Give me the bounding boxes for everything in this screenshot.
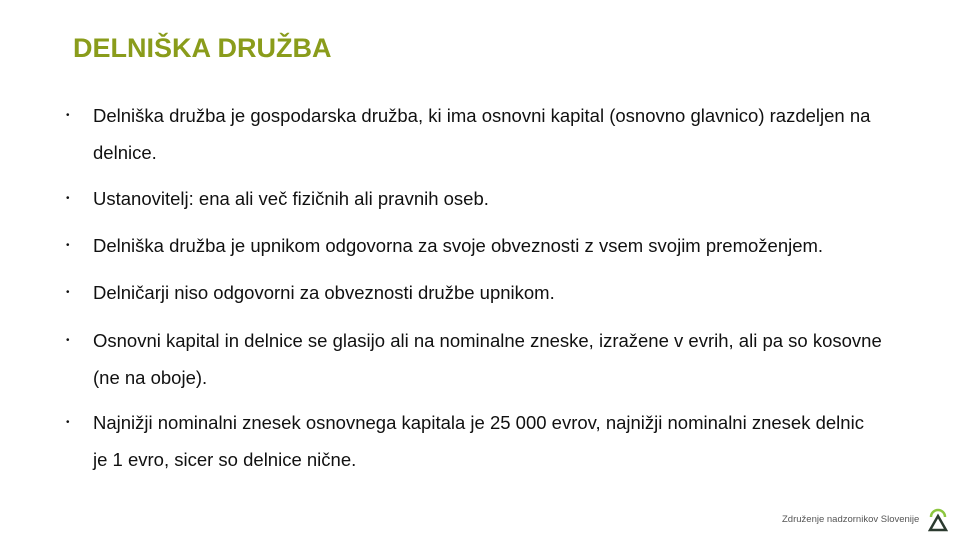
bullet-text: Delničarji niso odgovorni za obveznosti družbe upnikom. [93,282,555,303]
bullet-item [66,97,923,171]
bullet-text: Delniška družba je upnikom odgovorna za svoje obveznosti z vsem svojim premoženjem. [93,235,824,256]
organization-logo-icon [928,508,948,532]
footer-organization: Združenje nadzornikov Slovenije [782,514,920,525]
bullet-icon: • [66,287,70,298]
bullet-item [66,274,923,311]
bullet-item [66,180,923,217]
bullet-icon: • [66,110,70,121]
bullet-text: Delniška družba je gospodarska družba, ki ima osnovni kapital (osnovno glavnico) razdeljen na delnice. [93,105,871,163]
bullet-icon: • [66,193,70,204]
bullet-item [66,227,923,264]
bullet-text: Osnovni kapital in delnice se glasijo ali na nominalne zneske, izražene v evrih, ali pa so kosovne (ne na oboje). [93,330,882,388]
bullet-item [66,404,883,478]
bullet-text: Ustanovitelj: ena ali več fizičnih ali pravnih oseb. [93,188,489,209]
bullet-item [66,322,883,396]
bullet-text: Najnižji nominalni znesek osnovnega kapitala je 25 000 evrov, najnižji nominalni znesek delnic je 1 evro, sicer so delnice nične. [93,412,864,470]
bullet-icon: • [66,240,70,251]
bullet-icon: • [66,335,70,346]
bullet-icon: • [66,417,70,428]
slide-title: DELNIŠKA DRUŽBA [73,33,332,63]
